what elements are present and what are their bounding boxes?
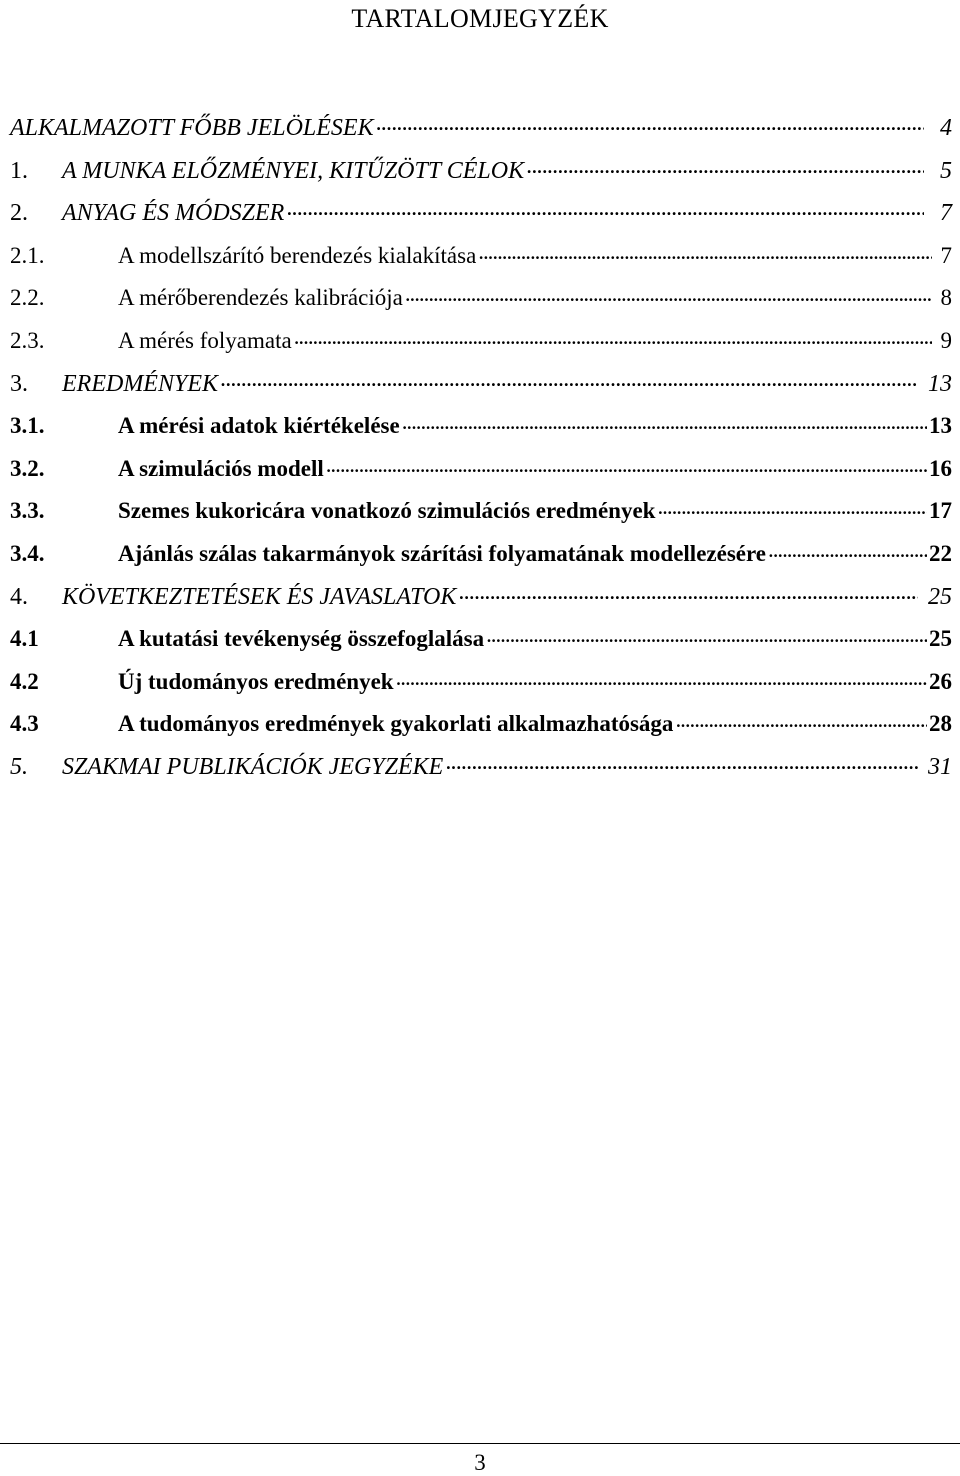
toc-entry-number: 5. xyxy=(10,753,28,780)
toc-entry-page: 17 xyxy=(929,498,952,524)
toc-entry-label: A modellszárító berendezés kialakítása xyxy=(118,242,477,268)
toc-entry-number: 4.1 xyxy=(10,626,39,652)
toc-entry[interactable] xyxy=(10,107,952,150)
toc-dot-leader xyxy=(486,623,927,646)
footer-divider xyxy=(0,1443,960,1444)
toc-entry-page: 8 xyxy=(940,285,952,311)
toc-dot-leader xyxy=(445,750,918,774)
toc-entry-page: 22 xyxy=(929,540,952,566)
toc-dot-leader xyxy=(458,580,918,604)
toc-entry-number: 4.2 xyxy=(10,668,39,694)
toc-entry-page: 13 xyxy=(929,413,952,439)
toc-entry[interactable] xyxy=(10,363,952,406)
toc-entry-label: A mérőberendezés kalibrációja xyxy=(118,285,403,311)
toc-dot-leader xyxy=(526,154,924,178)
toc-entry-number: 2. xyxy=(10,200,28,227)
toc-dot-leader xyxy=(402,410,927,433)
toc-entry[interactable] xyxy=(10,746,952,789)
page-number: 3 xyxy=(474,1450,486,1475)
toc-entry[interactable] xyxy=(10,150,952,193)
toc-entry[interactable] xyxy=(10,703,952,746)
toc-dot-leader xyxy=(286,196,924,220)
toc-dot-leader xyxy=(768,538,927,561)
toc-entry-label: EREDMÉNYEK xyxy=(62,370,218,397)
toc-dot-leader xyxy=(657,495,927,518)
toc-entry-page: 13 xyxy=(928,370,952,397)
toc-entry-page: 31 xyxy=(928,753,952,780)
toc-entry-number: 3. xyxy=(10,370,28,397)
toc-entry[interactable] xyxy=(10,618,952,661)
toc-entry-number: 4. xyxy=(10,583,28,610)
toc-entry-label: Új tudományos eredmények xyxy=(118,668,394,694)
toc-entry-label: A tudományos eredmények gyakorlati alkalmazhatósága xyxy=(118,711,674,737)
toc-dot-leader xyxy=(396,666,927,689)
toc-entry-page: 25 xyxy=(929,626,952,652)
toc-entry-label: ANYAG ÉS MÓDSZER xyxy=(62,200,285,227)
toc-entry-label: SZAKMAI PUBLIKÁCIÓK JEGYZÉKE xyxy=(62,753,444,780)
toc-entry-label: KÖVETKEZTETÉSEK ÉS JAVASLATOK xyxy=(62,583,457,610)
toc-entry-page: 25 xyxy=(928,583,952,610)
toc-entry[interactable] xyxy=(10,576,952,619)
toc-entry[interactable] xyxy=(10,490,952,533)
toc-entry-page: 28 xyxy=(929,711,952,737)
table-of-contents xyxy=(10,107,952,789)
toc-entry[interactable] xyxy=(10,405,952,448)
toc-entry[interactable] xyxy=(10,192,952,235)
toc-entry-label: Szemes kukoricára vonatkozó szimulációs eredmények xyxy=(118,498,656,524)
toc-entry-label: A mérési adatok kiértékelése xyxy=(118,413,400,439)
toc-entry-number: 4.3 xyxy=(10,711,39,737)
toc-entry[interactable] xyxy=(10,320,952,363)
toc-entry-label: ALKALMAZOTT FŐBB JELÖLÉSEK xyxy=(10,115,374,141)
toc-dot-leader xyxy=(294,325,932,348)
toc-entry[interactable] xyxy=(10,235,952,278)
toc-entry-number: 2.2. xyxy=(10,285,45,311)
toc-dot-leader xyxy=(220,367,918,391)
toc-entry-number: 3.4. xyxy=(10,540,45,566)
toc-entry[interactable] xyxy=(10,277,952,320)
toc-entry-number: 2.1. xyxy=(10,242,45,268)
toc-entry-number: 2.3. xyxy=(10,327,45,353)
toc-entry-number: 1. xyxy=(10,157,28,184)
toc-entry-label: A mérés folyamata xyxy=(118,327,292,353)
toc-entry-number: 3.2. xyxy=(10,455,45,481)
toc-entry-label: A szimulációs modell xyxy=(118,455,324,481)
toc-entry-number: 3.3. xyxy=(10,498,45,524)
toc-dot-leader xyxy=(376,111,924,135)
toc-entry-label: Ajánlás szálas takarmányok szárítási folyamatának modellezésére xyxy=(118,540,766,566)
toc-entry-page: 7 xyxy=(940,200,952,227)
toc-entry[interactable] xyxy=(10,533,952,576)
toc-entry-page: 9 xyxy=(940,327,952,353)
toc-entry-page: 5 xyxy=(940,157,952,184)
toc-entry-page: 16 xyxy=(929,455,952,481)
toc-entry-page: 7 xyxy=(940,242,952,268)
toc-dot-leader xyxy=(405,282,932,305)
toc-entry-page: 26 xyxy=(929,668,952,694)
toc-entry[interactable] xyxy=(10,448,952,491)
toc-dot-leader xyxy=(675,708,927,731)
toc-dot-leader xyxy=(478,240,932,263)
toc-entry-page: 4 xyxy=(940,115,952,141)
toc-entry-label: A kutatási tevékenység összefoglalása xyxy=(118,626,485,652)
toc-dot-leader xyxy=(326,453,927,476)
page-title: TARTALOMJEGYZÉK xyxy=(351,4,609,33)
toc-entry[interactable] xyxy=(10,661,952,704)
toc-entry-number: 3.1. xyxy=(10,413,45,439)
toc-entry-label: A MUNKA ELŐZMÉNYEI, KITŰZÖTT CÉLOK xyxy=(62,157,525,184)
